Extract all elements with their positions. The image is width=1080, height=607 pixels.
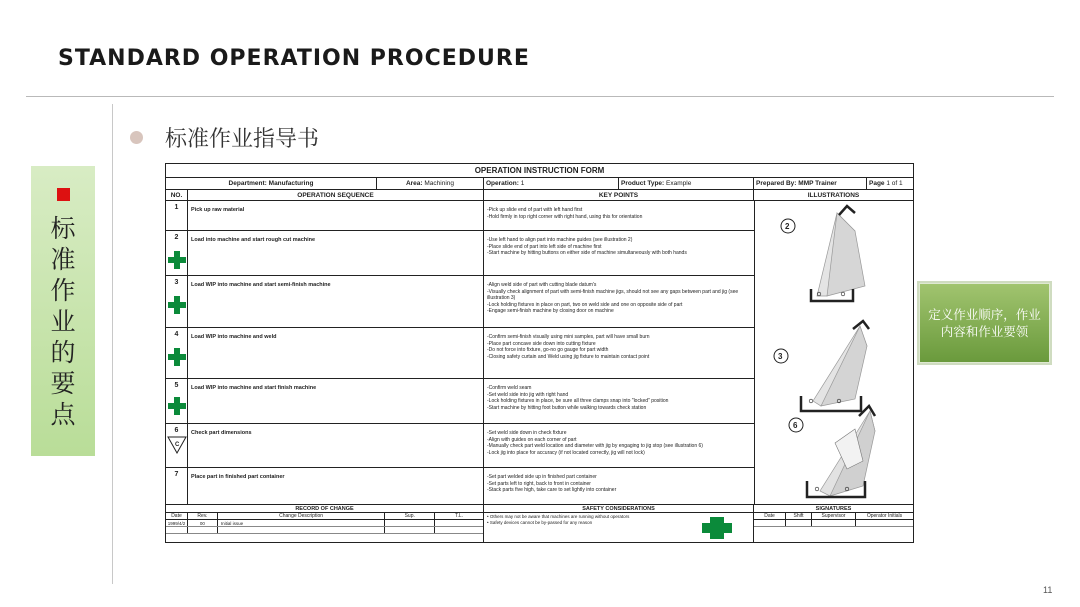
record-row-empty [166, 527, 483, 534]
illustration-label: 3 [778, 352, 783, 361]
green-cross-icon [168, 251, 186, 269]
form-title: OPERATION INSTRUCTION FORM [166, 164, 913, 178]
step-number: 4 [174, 331, 179, 338]
operation-cell [484, 178, 619, 189]
step-key-points: -Set part welded side up in finished part container -Set parts left to right, back to front in container -Stack parts five high, take care to set lightly into container [487, 474, 617, 493]
step-description: Load WIP into machine and start semi-finish machine [188, 276, 484, 327]
record-header: Sup. [385, 513, 435, 519]
bullet-dot-icon [130, 131, 143, 144]
step-key-points: -Confirm semi-finish visually using mini samples, part will have small burn -Place part concave side down into cutting fixture -Do not force into fixture, go-no go gauge for part width -Closing safety curtain and Weld using jig fixture to maintain contact point [487, 334, 650, 360]
product-type-value: Example [666, 180, 692, 187]
record-cell [385, 520, 435, 526]
step-number-cell [166, 328, 188, 378]
record-cell [435, 520, 483, 526]
top-divider [26, 96, 1054, 97]
slide-title: STANDARD OPERATION PROCEDURE [58, 46, 530, 71]
signature-header: Shift [786, 513, 812, 519]
record-header: Rev. [188, 513, 218, 519]
safety-title: SAFETY CONSIDERATIONS [484, 505, 753, 513]
operation-value: 1 [520, 180, 525, 187]
step-row [166, 276, 754, 328]
side-char: 业 [50, 307, 76, 336]
prepared-by-label: Prepared By: [756, 180, 797, 187]
prepared-by-value: MMP Trainer [798, 180, 837, 187]
step-number: 1 [166, 201, 188, 230]
area-cell [377, 178, 484, 189]
product-type-label: Product Type: [621, 180, 665, 187]
step-number: 5 [174, 382, 179, 389]
callout-box: 定义作业顺序，作业内容和作业要领 [919, 283, 1050, 363]
step-description: Load WIP into machine and start finish machine [188, 379, 484, 423]
illustrations-area [754, 201, 913, 504]
department-value: Manufacturing [268, 180, 314, 187]
signature-header: Supervisor [812, 513, 856, 519]
step-number-cell [166, 379, 188, 423]
step-row [166, 328, 754, 379]
record-header: Change Description [218, 513, 385, 519]
signature-header: Operator Initials [866, 513, 903, 519]
subtitle: 标准作业指导书 [165, 127, 320, 152]
illustration-2 [781, 206, 865, 301]
step-row [166, 379, 754, 424]
side-label-text [50, 213, 75, 430]
illustration-3 [774, 321, 869, 411]
svg-text:C: C [175, 442, 180, 448]
side-char: 的 [50, 338, 76, 367]
step-description: Pick up raw material [188, 201, 484, 230]
illustration-label: 6 [793, 421, 798, 430]
side-label-panel [31, 166, 95, 456]
step-description: Load WIP into machine and weld [188, 328, 484, 378]
record-cell: Initial issue [218, 520, 385, 526]
illustration-drawings [755, 201, 914, 504]
side-char: 标 [50, 214, 76, 243]
record-row [166, 520, 483, 527]
record-cell: 00 [188, 520, 218, 526]
side-char: 要 [50, 369, 76, 398]
record-header: Date [166, 513, 188, 519]
signature-row-empty [754, 520, 913, 527]
step-number: 2 [174, 234, 179, 241]
column-header-row [166, 190, 913, 201]
illustration-6 [789, 406, 875, 497]
record-cell: 1999/4/2 [166, 520, 188, 526]
signatures-title: SIGNATURES [754, 505, 913, 513]
safety-considerations [484, 505, 754, 542]
form-header-row [166, 178, 913, 190]
product-type-cell [619, 178, 754, 189]
department-cell [166, 178, 377, 189]
page-cell [867, 178, 913, 189]
col-illustrations: ILLUSTRATIONS [807, 191, 860, 199]
signatures [754, 505, 913, 542]
operation-label: Operation: [486, 180, 519, 187]
record-header: T.L. [455, 513, 464, 519]
step-number: 6 [174, 427, 179, 434]
step-number-cell [166, 231, 188, 275]
step-description: Load into machine and start rough cut machine [188, 231, 484, 275]
green-cross-icon [168, 397, 186, 415]
step-key-points: -Set weld side down in check fixture -Align with guides on each corner of part -Manually check part weld location and diameter with jig by engaging to jig stop (see illustration 6) -Lock jig into place for accuracy (if not located correctly, jig will not lock) [487, 430, 703, 456]
step-key-points: -Use left hand to align part into machine guides (see illustration 2) -Place slide end of part into left side of machine first -Start machine by hitting buttons on either side of machine simultaneously with both hands [487, 237, 687, 256]
illustration-label: 2 [785, 222, 790, 231]
page-label: Page [869, 180, 885, 187]
prepared-by-cell [754, 178, 867, 189]
step-key-points: -Align weld side of part with cutting blade datum's -Visually check alignment of part with semi-finish machine jigs, should not see any gaps between part and jig (see illustration 3) -Lock holding fixtures in place on part, two on weld side and one on opposite side of part -Engage semi-finish machine by closing door on machine [487, 282, 739, 314]
step-description: Check part dimensions [188, 424, 484, 467]
check-triangle-icon [167, 436, 187, 454]
area-label: Area: [405, 180, 423, 187]
side-char: 作 [50, 276, 76, 305]
page-value: 1 of 1 [886, 180, 903, 187]
step-row [166, 231, 754, 276]
step-key-points: -Pick up slide end of part with left hand first -Hold firmly in top right corner with right hand, using this for orientation [487, 207, 643, 220]
green-cross-icon [168, 296, 186, 314]
step-row [166, 468, 754, 504]
record-headers [166, 513, 483, 520]
department-label: Department: [228, 180, 267, 187]
step-number-cell [166, 424, 188, 467]
step-description: Place part in finished part container [188, 468, 484, 504]
record-title: RECORD OF CHANGE [166, 505, 483, 513]
safety-text: • Others may not be aware that machines are running without operators • Safety devices cannot be by-passed for any reason [487, 514, 630, 525]
green-cross-icon [702, 517, 732, 539]
step-number: 3 [174, 279, 179, 286]
operation-instruction-form [165, 163, 914, 543]
form-footer [166, 504, 913, 542]
col-no: NO. [166, 190, 188, 200]
step-row [166, 201, 754, 231]
area-value: Machining [424, 180, 455, 187]
step-number: 7 [166, 468, 188, 504]
page-number: 11 [1043, 585, 1053, 595]
signatures-headers [754, 513, 913, 520]
red-square-icon [57, 188, 70, 201]
step-row [166, 424, 754, 468]
side-char: 点 [50, 400, 76, 429]
col-sequence: OPERATION SEQUENCE [188, 190, 484, 200]
record-of-change [166, 505, 484, 542]
green-cross-icon [168, 348, 186, 366]
step-key-points: -Confirm weld seam -Set weld side into jig with right hand -Lock holding fixtures in place, be sure all three clamps snap into "locked" position -Start machine by hitting foot button while walking towards check station [487, 385, 669, 411]
col-key-points: KEY POINTS [484, 190, 754, 200]
side-char: 准 [50, 245, 76, 274]
step-number-cell [166, 276, 188, 327]
vertical-divider [112, 104, 113, 584]
signature-header: Date [754, 513, 786, 519]
